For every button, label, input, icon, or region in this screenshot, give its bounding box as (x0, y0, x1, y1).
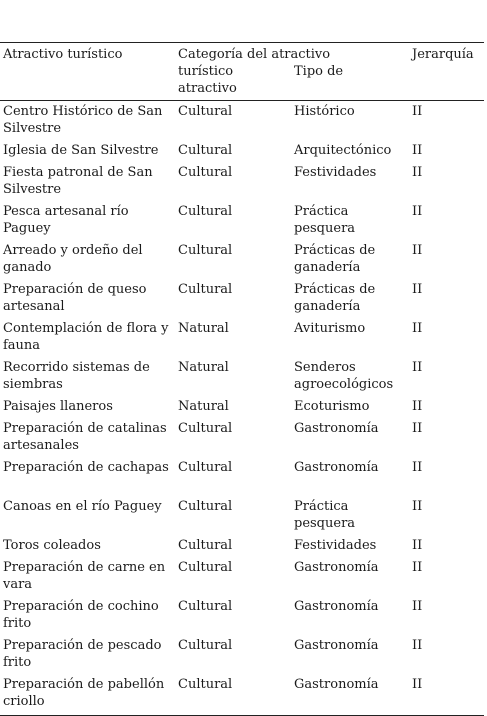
table-row (0, 637, 484, 676)
cell-type: Aviturismo (294, 321, 366, 336)
cell-attraction: Preparación de cachapas (3, 460, 169, 475)
cell-type: Gastronomía (294, 599, 379, 614)
cell-hierarchy: II (412, 165, 423, 180)
cell-hierarchy: II (412, 143, 423, 158)
cell-attraction: Canoas en el río Paguey (3, 499, 162, 514)
cell-type: Ecoturismo (294, 399, 370, 414)
table-row (0, 359, 484, 398)
cell-attraction: Preparación de pescado frito (3, 638, 162, 670)
cell-type: Gastronomía (294, 677, 379, 692)
table-row (0, 537, 484, 559)
cell-hierarchy: II (412, 360, 423, 375)
cell-type: Festividades (294, 538, 377, 553)
cell-type: Gastronomía (294, 560, 379, 575)
table-row (0, 281, 484, 320)
table-body (0, 101, 484, 715)
cell-hierarchy: II (412, 677, 423, 692)
cell-hierarchy: II (412, 560, 423, 575)
cell-hierarchy: II (412, 104, 423, 119)
table-row (0, 559, 484, 598)
header-hierarchy: Jerarquía (412, 47, 474, 62)
cell-attraction: Iglesia de San Silvestre (3, 143, 159, 158)
header-category-group: Categoría del atractivo (178, 47, 331, 62)
cell-attraction: Preparación de pabellón criollo (3, 677, 165, 709)
cell-attraction: Paisajes llaneros (3, 399, 113, 414)
cell-category: Cultural (178, 243, 233, 258)
cell-hierarchy: II (412, 499, 423, 514)
cell-category: Cultural (178, 560, 233, 575)
cell-category: Natural (178, 360, 229, 375)
cell-attraction: Fiesta patronal de San Silvestre (3, 165, 153, 197)
cell-attraction: Preparación de cochino frito (3, 599, 159, 631)
cell-type: Práctica pesquera (294, 499, 356, 531)
table-row (0, 398, 484, 420)
header-sub-category: turístico atractivo (178, 64, 237, 96)
cell-type: Arquitectónico (294, 143, 392, 158)
cell-hierarchy: II (412, 204, 423, 219)
cell-attraction: Toros coleados (3, 538, 101, 553)
cell-type: Gastronomía (294, 638, 379, 653)
table-row (0, 676, 484, 715)
cell-category: Cultural (178, 104, 233, 119)
cell-type: Festividades (294, 165, 377, 180)
cell-hierarchy: II (412, 243, 423, 258)
cell-hierarchy: II (412, 460, 423, 475)
cell-category: Cultural (178, 599, 233, 614)
cell-category: Cultural (178, 460, 233, 475)
cell-type: Senderos agroecológicos (294, 360, 394, 392)
cell-category: Cultural (178, 499, 233, 514)
table-row (0, 103, 484, 142)
cell-attraction: Preparación de catalinas artesanales (3, 421, 167, 453)
cell-hierarchy: II (412, 599, 423, 614)
cell-type: Prácticas de ganadería (294, 243, 376, 275)
cell-attraction: Centro Histórico de San Silvestre (3, 104, 163, 136)
cell-hierarchy: II (412, 399, 423, 414)
header-sub-type: Tipo de (294, 64, 344, 79)
attractions-table (0, 42, 484, 716)
cell-category: Natural (178, 321, 229, 336)
cell-attraction: Recorrido sistemas de siembras (3, 360, 150, 392)
cell-attraction: Pesca artesanal río Paguey (3, 204, 129, 236)
cell-category: Cultural (178, 421, 233, 436)
table-row (0, 242, 484, 281)
cell-hierarchy: II (412, 538, 423, 553)
table-row (0, 164, 484, 203)
cell-type: Gastronomía (294, 421, 379, 436)
cell-category: Cultural (178, 143, 233, 158)
cell-type: Prácticas de ganadería (294, 282, 376, 314)
header-attraction: Atractivo turístico (3, 47, 123, 62)
cell-attraction: Arreado y ordeño del ganado (3, 243, 143, 275)
table-row (0, 598, 484, 637)
cell-attraction: Preparación de queso artesanal (3, 282, 147, 314)
table-row (0, 142, 484, 164)
table-row (0, 498, 484, 537)
cell-hierarchy: II (412, 638, 423, 653)
cell-hierarchy: II (412, 421, 423, 436)
cell-hierarchy: II (412, 282, 423, 297)
table-header (0, 43, 484, 100)
cell-category: Cultural (178, 677, 233, 692)
cell-type: Gastronomía (294, 460, 379, 475)
cell-attraction: Preparación de carne en vara (3, 560, 166, 592)
cell-category: Cultural (178, 638, 233, 653)
table-row (0, 459, 484, 498)
cell-type: Práctica pesquera (294, 204, 356, 236)
table-row (0, 420, 484, 459)
cell-category: Cultural (178, 204, 233, 219)
cell-type: Histórico (294, 104, 355, 119)
table-row (0, 320, 484, 359)
cell-category: Cultural (178, 538, 233, 553)
cell-category: Cultural (178, 282, 233, 297)
table-row (0, 203, 484, 242)
cell-hierarchy: II (412, 321, 423, 336)
cell-attraction: Contemplación de flora y fauna (3, 321, 169, 353)
cell-category: Natural (178, 399, 229, 414)
cell-category: Cultural (178, 165, 233, 180)
